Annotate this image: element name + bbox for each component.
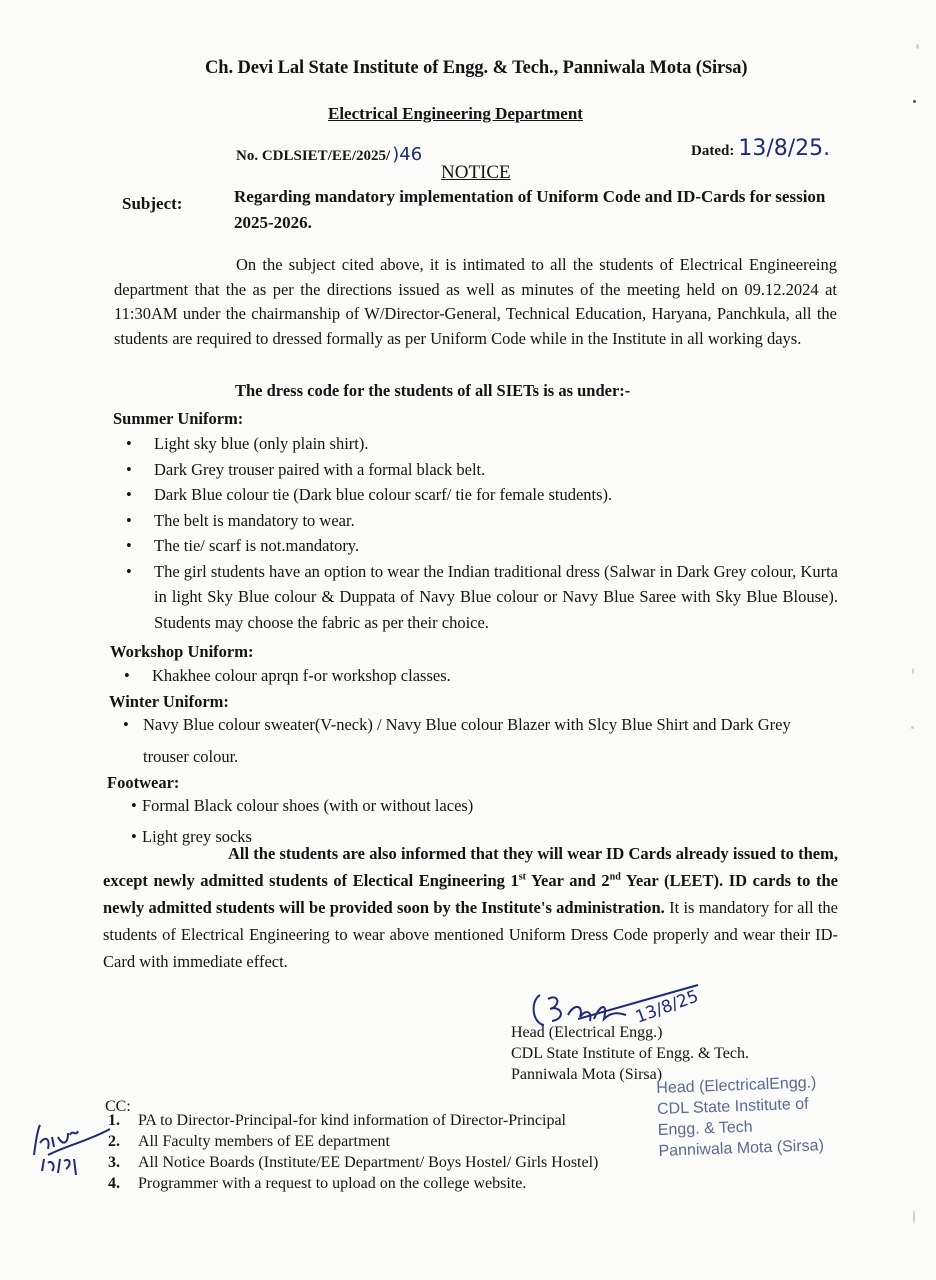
intro-paragraph: On the subject cited above, it is intimated to all the students of Electrical Engineereing department that the as per the directions issued as well as minutes of the meeting held on 09.12.2024 at 11:30AM under the chairmanship of W/Director-General, Technical Education, Haryana, Panchkula, all the students are required to dressed formally as per Uniform Code while in the Institute in all working days. <box>114 255 837 348</box>
list-item: • The girl students have an option to wear the Indian traditional dress (Salwar in Dark Grey colour, Kurta in light Sky Blue colour & Duppata of Navy Blue colour or Navy Blue Saree with Sky Blue Blouse). Students may choose the fabric as per their choice. <box>154 559 838 636</box>
svg-text:13/8/25: 13/8/25 <box>632 986 702 1028</box>
signatory-institute: CDL State Institute of Engg. & Tech. <box>511 1045 749 1062</box>
bullet-icon: • <box>126 510 132 530</box>
list-item: • Formal Black colour shoes (with or without laces) <box>142 790 742 821</box>
cc-item: 1. PA to Director-Principal-for kind information of Director-Principal <box>108 1112 566 1129</box>
list-item: • Dark Grey trouser paired with a formal black belt. <box>154 457 838 483</box>
bullet-icon: • <box>126 434 132 453</box>
cc-heading: CC: <box>105 1098 131 1115</box>
list-item: • Navy Blue colour sweater(V-neck) / Navy Blue colour Blazer with Slcy Blue Shirt and Dark Grey trouser colour. <box>143 709 838 773</box>
bullet-icon: • <box>126 485 132 504</box>
scan-speck <box>916 44 919 49</box>
cc-list <box>108 1110 598 1194</box>
list-item: • Light sky blue (only plain shirt). <box>154 431 838 457</box>
date-handwritten: 13/8/25. <box>738 136 831 161</box>
department-title: Electrical Engineering Department <box>328 104 583 123</box>
list-item: • The tie/ scarf is not.mandatory. <box>154 533 838 559</box>
reference-number <box>236 144 422 165</box>
signatory-location: Panniwala Mota (Sirsa) <box>511 1066 663 1083</box>
institute-title: Ch. Devi Lal State Institute of Engg. & Tech., Panniwala Mota (Sirsa) <box>205 58 748 78</box>
margin-initials <box>28 1115 118 1190</box>
date-line <box>691 136 830 161</box>
scan-speck <box>912 668 914 674</box>
scan-speck <box>913 1210 915 1224</box>
list-item: • Dark Blue colour tie (Dark blue colour scarf/ tie for female students). <box>154 482 838 508</box>
scan-speck <box>913 100 916 103</box>
cc-item: 4. Programmer with a request to upload on the college website. <box>108 1175 527 1192</box>
official-stamp: Head (ElectricalEngg.) CDL State Institute of Engg. & Tech Panniwala Mota (Sirsa) <box>656 1074 825 1160</box>
footwear-heading: Footwear: <box>107 773 180 792</box>
cc-item: 2. All Faculty members of EE department <box>108 1133 390 1150</box>
bullet-icon: • <box>126 459 132 479</box>
bullet-icon: • <box>124 666 130 685</box>
reference-handwritten: )46 <box>392 144 423 165</box>
list-item: • The belt is mandatory to wear. <box>154 508 838 534</box>
bullet-icon: • <box>126 536 132 555</box>
bullet-icon: • <box>126 561 132 581</box>
summer-uniform-list <box>126 431 838 635</box>
reference-prefix: No. CDLSIET/EE/2025/ <box>236 148 391 164</box>
notice-title: NOTICE <box>441 162 511 183</box>
date-label: Dated: <box>691 143 735 159</box>
cc-item: 3. All Notice Boards (Institute/EE Department/ Boys Hostel/ Girls Hostel) <box>108 1154 599 1171</box>
workshop-uniform-heading: Workshop Uniform: <box>110 642 254 661</box>
summer-uniform-heading: Summer Uniform: <box>113 409 244 428</box>
list-item: • Khakhee colour aprqn f-or workshop classes. <box>152 663 832 689</box>
winter-uniform-list <box>123 709 838 773</box>
bullet-icon: • <box>131 796 137 815</box>
winter-uniform-heading: Winter Uniform: <box>109 692 229 711</box>
bullet-icon: • <box>123 715 129 734</box>
workshop-uniform-list <box>124 663 832 689</box>
list-item: • Light grey socks <box>142 821 742 852</box>
signatory-title: Head (Electrical Engg.) <box>511 1024 663 1041</box>
subject-text: Regarding mandatory implementation of Uniform Code and ID-Cards for session 2025-2026. <box>234 187 826 232</box>
scan-speck <box>911 726 914 729</box>
initials-scribble-icon <box>28 1115 118 1185</box>
bullet-icon: • <box>131 827 137 846</box>
id-card-paragraph: All the students are also informed that they will wear ID Cards already issued to them, except newly admitted students of Electical Engineering 1st Year and 2nd Year (LEET). ID cards to the newly admitted students will be provided soon by the Institute's administration. It is mandatory for all the students of Electrical Engineering to wear above mentioned Uniform Dress Code properly and wear their ID-Card with immediate effect. <box>103 844 838 971</box>
dress-code-heading: The dress code for the students of all SIETs is as under:- <box>235 381 631 400</box>
subject-label: Subject: <box>122 194 183 213</box>
